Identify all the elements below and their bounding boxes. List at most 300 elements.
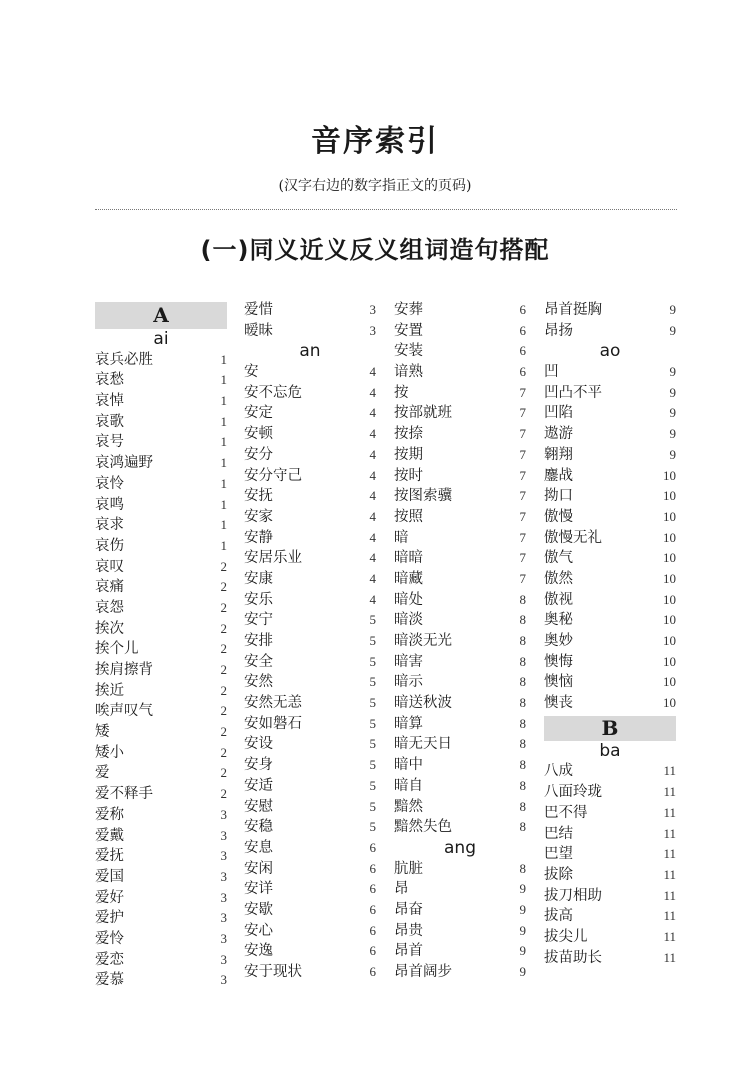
index-entry — [394, 693, 526, 714]
entry-word: 哀求 — [95, 517, 124, 534]
index-entry — [394, 755, 526, 776]
entry-page-number: 1 — [220, 351, 227, 367]
entry-page-number: 9 — [669, 364, 676, 380]
index-entry — [394, 300, 526, 321]
entry-page-number: 2 — [220, 620, 227, 636]
entry-word: 挨肩擦背 — [95, 662, 153, 678]
entry-word: 爱国 — [95, 868, 124, 885]
index-entry — [95, 391, 227, 412]
index-entry — [95, 660, 227, 681]
entry-word: 暗无天日 — [394, 736, 452, 753]
pinyin-heading: ao — [599, 341, 621, 362]
entry-page-number: 4 — [369, 529, 376, 545]
entry-page-number: 10 — [663, 653, 676, 669]
entry-page-number: 8 — [519, 653, 526, 669]
entry-word: 八面玲珑 — [544, 784, 602, 801]
index-entry — [244, 403, 376, 424]
index-entry — [244, 590, 376, 611]
entry-page-number: 8 — [519, 860, 526, 876]
entry-word: 安乐 — [244, 591, 273, 608]
entry-word: 哀叹 — [95, 558, 124, 575]
index-entry — [394, 590, 526, 611]
entry-word: 哀鸣 — [95, 496, 124, 513]
entry-word: 按捺 — [394, 426, 423, 443]
entry-page-number: 2 — [220, 724, 227, 740]
entry-word: 暧昧 — [244, 322, 273, 339]
entry-word: 暗示 — [394, 674, 423, 691]
entry-word: 暗害 — [394, 653, 423, 670]
entry-page-number: 1 — [220, 372, 227, 388]
entry-page-number: 5 — [369, 653, 376, 669]
index-entry — [95, 619, 227, 640]
index-entry — [244, 362, 376, 383]
index-entry — [544, 886, 676, 907]
entry-word: 昂 — [394, 881, 409, 898]
entry-page-number: 2 — [220, 765, 227, 781]
entry-word: 安身 — [244, 757, 273, 774]
entry-page-number: 2 — [220, 703, 227, 719]
entry-page-number: 8 — [519, 715, 526, 731]
entry-word: 矮小 — [95, 744, 124, 761]
entry-word: 安全 — [244, 653, 273, 670]
letter-heading: B — [544, 716, 676, 741]
entry-page-number: 5 — [369, 757, 376, 773]
entry-page-number: 11 — [663, 825, 676, 841]
entry-page-number: 11 — [663, 763, 676, 779]
entry-word: 安静 — [244, 529, 273, 546]
entry-word: 按部就班 — [394, 405, 452, 422]
index-entry — [244, 528, 376, 549]
index-entry — [244, 300, 376, 321]
index-entry — [544, 824, 676, 845]
entry-word: 黯然失色 — [394, 819, 452, 836]
entry-page-number: 6 — [369, 901, 376, 917]
entry-page-number: 7 — [519, 405, 526, 421]
entry-page-number: 3 — [369, 302, 376, 317]
entry-page-number: 4 — [369, 364, 376, 380]
entry-word: 安葬 — [394, 302, 423, 318]
entry-page-number: 3 — [220, 930, 227, 946]
index-entry — [544, 610, 676, 631]
index-entry — [544, 906, 676, 927]
index-entry — [95, 846, 227, 867]
entry-page-number: 3 — [220, 848, 227, 864]
entry-word: 肮脏 — [394, 860, 423, 877]
entry-page-number: 2 — [220, 599, 227, 615]
index-entry — [244, 693, 376, 714]
entry-page-number: 4 — [369, 488, 376, 504]
index-entry — [544, 424, 676, 445]
entry-word: 哀愁 — [95, 372, 124, 389]
entry-word: 暗淡 — [394, 612, 423, 629]
entry-page-number: 9 — [669, 405, 676, 421]
entry-word: 暗淡无光 — [394, 633, 452, 649]
index-entry — [544, 631, 676, 652]
entry-word: 谙熟 — [394, 364, 423, 381]
entry-page-number: 5 — [369, 819, 376, 835]
entry-page-number: 11 — [663, 866, 676, 882]
entry-word: 安歇 — [244, 901, 273, 918]
entry-page-number: 2 — [220, 786, 227, 802]
entry-word: 挨个儿 — [95, 641, 139, 658]
entry-page-number: 8 — [519, 674, 526, 690]
entry-page-number: 8 — [519, 777, 526, 793]
entry-word: 昂首挺胸 — [544, 302, 602, 318]
entry-page-number: 4 — [369, 508, 376, 524]
index-entry — [544, 486, 676, 507]
index-entry — [95, 536, 227, 557]
entry-page-number: 9 — [669, 446, 676, 462]
entry-page-number: 9 — [669, 426, 676, 442]
entry-word: 爱不释手 — [95, 786, 153, 803]
entry-page-number: 10 — [663, 550, 676, 566]
index-entry — [394, 962, 526, 983]
entry-page-number: 11 — [663, 887, 676, 903]
dotted-divider — [95, 209, 677, 210]
entry-word: 翱翔 — [544, 446, 573, 463]
entry-page-number: 3 — [220, 889, 227, 905]
entry-word: 按时 — [394, 467, 423, 484]
entry-page-number: 1 — [220, 537, 227, 553]
index-entry — [95, 577, 227, 598]
entry-page-number: 2 — [220, 662, 227, 677]
entry-page-number: 9 — [519, 943, 526, 959]
index-entry — [244, 838, 376, 859]
index-entry — [244, 383, 376, 404]
entry-page-number: 9 — [669, 302, 676, 317]
entry-word: 安不忘危 — [244, 384, 302, 401]
entry-word: 拔高 — [544, 908, 573, 925]
index-entry — [544, 865, 676, 886]
entry-page-number: 3 — [369, 322, 376, 338]
entry-page-number: 9 — [519, 964, 526, 979]
index-entry — [95, 598, 227, 619]
index-entry — [544, 844, 676, 865]
index-column-3 — [394, 300, 526, 983]
entry-page-number: 7 — [519, 384, 526, 400]
index-entry — [244, 424, 376, 445]
entry-page-number: 9 — [669, 322, 676, 338]
entry-word: 黯然 — [394, 798, 423, 815]
index-entry — [95, 908, 227, 929]
entry-page-number: 8 — [519, 612, 526, 628]
entry-word: 奥秘 — [544, 612, 573, 629]
pinyin-heading: ai — [153, 329, 169, 349]
entry-word: 安慰 — [244, 798, 273, 815]
entry-page-number: 9 — [519, 901, 526, 917]
index-entry — [544, 445, 676, 466]
entry-page-number: 2 — [220, 579, 227, 595]
entry-word: 挨次 — [95, 620, 124, 637]
entry-word: 安然 — [244, 674, 273, 691]
entry-word: 昂首阔步 — [394, 964, 452, 980]
index-entry — [244, 714, 376, 735]
entry-word: 矮 — [95, 724, 110, 741]
entry-word: 暗藏 — [394, 570, 423, 587]
entry-page-number: 7 — [519, 550, 526, 566]
entry-page-number: 10 — [663, 695, 676, 711]
entry-word: 挨近 — [95, 682, 124, 699]
entry-page-number: 10 — [663, 591, 676, 607]
entry-page-number: 8 — [519, 757, 526, 773]
index-entry — [244, 797, 376, 818]
entry-page-number: 7 — [519, 426, 526, 442]
entry-page-number: 6 — [519, 364, 526, 380]
index-entry — [244, 755, 376, 776]
entry-word: 暗暗 — [394, 550, 423, 567]
index-entry — [544, 652, 676, 673]
index-column-4 — [544, 300, 676, 968]
index-entry — [95, 970, 227, 991]
index-entry — [244, 486, 376, 507]
index-entry — [95, 701, 227, 722]
index-entry — [95, 722, 227, 743]
entry-page-number: 5 — [369, 633, 376, 648]
index-entry — [394, 776, 526, 797]
entry-page-number: 8 — [519, 591, 526, 607]
index-entry — [544, 672, 676, 693]
page-subtitle: (汉字右边的数字指正文的页码) — [278, 178, 472, 194]
entry-word: 安稳 — [244, 819, 273, 836]
entry-word: 爱恋 — [95, 951, 124, 968]
index-entry — [394, 859, 526, 880]
index-entry — [95, 784, 227, 805]
entry-word: 安逸 — [244, 943, 273, 960]
index-entry — [95, 888, 227, 909]
index-entry — [244, 652, 376, 673]
index-entry — [394, 486, 526, 507]
entry-word: 懊丧 — [544, 695, 573, 712]
entry-word: 哀怜 — [95, 475, 124, 492]
entry-word: 暗中 — [394, 757, 423, 774]
entry-word: 安康 — [244, 570, 273, 587]
entry-word: 凹陷 — [544, 405, 573, 422]
index-entry — [544, 569, 676, 590]
entry-word: 傲慢 — [544, 508, 573, 525]
index-entry — [95, 370, 227, 391]
index-entry — [244, 900, 376, 921]
entry-page-number: 10 — [663, 488, 676, 504]
entry-page-number: 7 — [519, 467, 526, 483]
entry-word: 爱怜 — [95, 930, 124, 947]
entry-word: 巴结 — [544, 825, 573, 842]
index-entry — [244, 466, 376, 487]
entry-page-number: 7 — [519, 529, 526, 545]
index-entry — [244, 610, 376, 631]
entry-word: 安息 — [244, 839, 273, 856]
entry-page-number: 5 — [369, 674, 376, 690]
index-entry — [95, 929, 227, 950]
entry-page-number: 4 — [369, 405, 376, 421]
index-entry — [394, 383, 526, 404]
entry-page-number: 6 — [369, 964, 376, 979]
index-entry — [394, 569, 526, 590]
index-entry — [95, 474, 227, 495]
entry-word: 爱护 — [95, 910, 124, 927]
entry-word: 暗 — [394, 529, 409, 546]
entry-page-number: 10 — [663, 674, 676, 690]
entry-page-number: 6 — [519, 322, 526, 338]
entry-page-number: 5 — [369, 798, 376, 814]
entry-word: 懊悔 — [544, 653, 573, 670]
entry-word: 爱称 — [95, 806, 124, 823]
entry-word: 安居乐业 — [244, 550, 302, 567]
entry-word: 哀歌 — [95, 413, 124, 430]
index-entry — [244, 817, 376, 838]
entry-word: 八成 — [544, 763, 573, 780]
entry-word: 昂首 — [394, 943, 423, 960]
entry-page-number: 3 — [220, 827, 227, 843]
entry-word: 安家 — [244, 508, 273, 525]
index-entry — [394, 466, 526, 487]
index-entry — [544, 782, 676, 803]
entry-page-number: 9 — [669, 384, 676, 400]
index-entry — [544, 383, 676, 404]
index-entry — [95, 453, 227, 474]
pinyin-heading: ang — [444, 837, 476, 858]
entry-page-number: 6 — [369, 943, 376, 959]
entry-word: 哀怨 — [95, 599, 124, 616]
entry-page-number: 4 — [369, 384, 376, 400]
entry-page-number: 10 — [663, 570, 676, 586]
entry-word: 哀伤 — [95, 537, 124, 554]
entry-page-number: 10 — [663, 633, 676, 648]
entry-word: 爱慕 — [95, 972, 124, 989]
index-column-1 — [95, 300, 227, 991]
index-entry — [244, 672, 376, 693]
entry-word: 爱戴 — [95, 827, 124, 844]
index-entry — [95, 950, 227, 971]
entry-page-number: 8 — [519, 819, 526, 835]
entry-page-number: 1 — [220, 413, 227, 429]
entry-word: 按期 — [394, 446, 423, 463]
entry-page-number: 9 — [519, 881, 526, 897]
index-entry — [394, 403, 526, 424]
index-entry — [95, 350, 227, 371]
index-entry — [244, 548, 376, 569]
index-entry — [95, 412, 227, 433]
entry-word: 爱惜 — [244, 302, 273, 318]
entry-page-number: 7 — [519, 488, 526, 504]
index-entry — [544, 403, 676, 424]
index-entry — [244, 569, 376, 590]
entry-word: 安排 — [244, 633, 273, 649]
entry-page-number: 8 — [519, 736, 526, 752]
index-entry — [244, 859, 376, 880]
entry-word: 哀悼 — [95, 393, 124, 410]
entry-word: 安置 — [394, 322, 423, 339]
index-entry — [394, 879, 526, 900]
entry-page-number: 11 — [663, 928, 676, 944]
index-entry — [394, 941, 526, 962]
index-entry — [544, 321, 676, 342]
entry-word: 安定 — [244, 405, 273, 422]
entry-word: 爱好 — [95, 889, 124, 906]
index-entry — [244, 734, 376, 755]
entry-word: 安于现状 — [244, 964, 302, 980]
entry-page-number: 4 — [369, 467, 376, 483]
entry-page-number: 9 — [519, 922, 526, 938]
entry-page-number: 2 — [220, 682, 227, 698]
entry-page-number: 11 — [663, 804, 676, 820]
entry-page-number: 4 — [369, 591, 376, 607]
entry-page-number: 3 — [220, 806, 227, 822]
entry-page-number: 5 — [369, 715, 376, 731]
index-entry — [544, 803, 676, 824]
entry-page-number: 7 — [519, 508, 526, 524]
entry-page-number: 3 — [220, 951, 227, 967]
entry-word: 凹凸不平 — [544, 384, 602, 401]
index-entry — [244, 879, 376, 900]
index-entry — [95, 805, 227, 826]
index-entry — [394, 362, 526, 383]
index-entry — [244, 921, 376, 942]
entry-page-number: 3 — [220, 868, 227, 884]
entry-page-number: 5 — [369, 777, 376, 793]
entry-word: 安如磐石 — [244, 715, 302, 732]
entry-word: 巴望 — [544, 846, 573, 863]
index-entry — [244, 321, 376, 342]
entry-page-number: 6 — [519, 343, 526, 359]
entry-page-number: 10 — [663, 612, 676, 628]
entry-page-number: 6 — [369, 881, 376, 897]
entry-word: 安闲 — [244, 860, 273, 877]
index-entry — [544, 948, 676, 969]
entry-page-number: 7 — [519, 570, 526, 586]
index-entry — [95, 495, 227, 516]
entry-page-number: 8 — [519, 798, 526, 814]
index-entry — [394, 714, 526, 735]
entry-word: 哀号 — [95, 434, 124, 451]
entry-word: 昂奋 — [394, 901, 423, 918]
entry-word: 安设 — [244, 736, 273, 753]
letter-heading: A — [95, 302, 227, 329]
index-entry — [544, 548, 676, 569]
entry-word: 拔苗助长 — [544, 949, 602, 966]
entry-page-number: 11 — [663, 784, 676, 800]
index-entry — [95, 826, 227, 847]
entry-word: 拔刀相助 — [544, 887, 602, 904]
index-entry — [244, 941, 376, 962]
index-entry — [544, 927, 676, 948]
index-entry — [394, 672, 526, 693]
index-entry — [244, 631, 376, 652]
entry-word: 安宁 — [244, 612, 273, 629]
entry-page-number: 8 — [519, 695, 526, 711]
index-entry — [394, 341, 526, 362]
entry-word: 唉声叹气 — [95, 703, 153, 720]
entry-word: 安抚 — [244, 488, 273, 505]
entry-word: 懊恼 — [544, 674, 573, 691]
index-entry — [95, 432, 227, 453]
entry-word: 哀痛 — [95, 579, 124, 596]
index-entry — [394, 631, 526, 652]
entry-word: 拔除 — [544, 866, 573, 883]
index-entry — [544, 466, 676, 487]
entry-word: 安分守己 — [244, 467, 302, 484]
index-entry — [394, 424, 526, 445]
entry-page-number: 10 — [663, 529, 676, 545]
index-entry — [244, 776, 376, 797]
entry-word: 傲慢无礼 — [544, 529, 602, 546]
entry-word: 爱抚 — [95, 848, 124, 865]
index-entry — [394, 445, 526, 466]
pinyin-heading: ba — [599, 740, 621, 761]
entry-page-number: 1 — [220, 496, 227, 512]
entry-page-number: 3 — [220, 910, 227, 926]
entry-page-number: 8 — [519, 633, 526, 648]
index-entry — [394, 610, 526, 631]
